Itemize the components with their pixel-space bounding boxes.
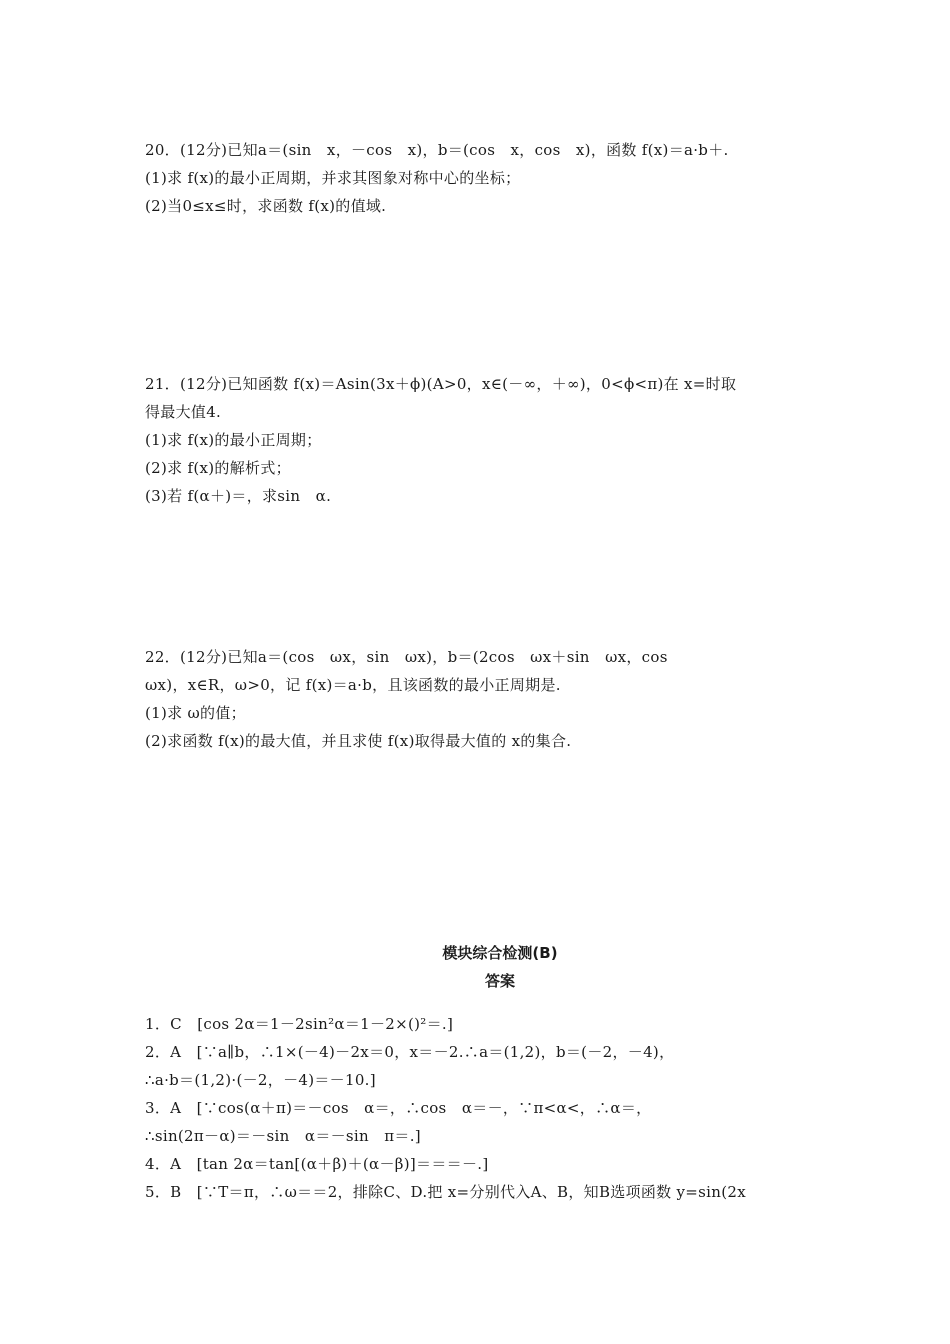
answer-line-3: ∴a·b＝(1,2)·(－2，－4)＝－10.] [145, 1071, 376, 1089]
problem-21-line-2: 得最大值4. [145, 403, 222, 421]
answer-section-subtitle: 答案 [484, 972, 515, 990]
answer-line-5: ∴sin(2π－α)＝－sin α＝－sin π＝.] [145, 1127, 421, 1145]
answer-line-4: 3．A [∵cos(α＋π)＝－cos α＝，∴cos α＝－，∵π<α<，∴α＝， [145, 1099, 652, 1117]
problem-21-line-3: (1)求 f(x)的最小正周期； [145, 431, 322, 449]
problem-20-line-1: 20．(12分)已知a＝(sin x，－cos x)，b＝(cos x，cos x)，函数 f(x)＝a·b＋. [145, 141, 729, 159]
answer-line-1: 1．C [cos 2α＝1－2sin²α＝1－2×()²＝.] [145, 1015, 454, 1033]
answer-line-7: 5．B [∵T＝π，∴ω＝＝2，排除C、D.把 x=分别代入A、B，知B选项函数 y=sin(2x [145, 1183, 746, 1201]
problem-21-line-1: 21．(12分)已知函数 f(x)＝Asin(3x＋ϕ)(A>0，x∈(－∞，＋∞)，0<ϕ<π)在 x=时取 [145, 375, 737, 393]
problem-22-line-2: ωx)，x∈R，ω>0，记 f(x)＝a·b，且该函数的最小正周期是. [145, 676, 561, 694]
problem-22-line-3: (1)求 ω的值； [145, 704, 246, 722]
problem-22-line-1: 22．(12分)已知a＝(cos ωx，sin ωx)，b＝(2cos ωx＋sin ωx，cos [145, 648, 668, 666]
answer-line-2: 2．A [∵a∥b，∴1×(－4)－2x＝0，x＝－2.∴a＝(1,2)，b＝(－2，－4)， [145, 1043, 675, 1061]
problem-21-line-4: (2)求 f(x)的解析式； [145, 459, 291, 477]
problem-20-line-3: (2)当0≤x≤时，求函数 f(x)的值域. [145, 197, 387, 215]
problem-21-line-5: (3)若 f(α＋)＝，求sin α. [145, 487, 332, 505]
problem-22-line-4: (2)求函数 f(x)的最大值，并且求使 f(x)取得最大值的 x的集合. [145, 732, 572, 750]
problem-20-line-2: (1)求 f(x)的最小正周期，并求其图象对称中心的坐标； [145, 169, 521, 187]
answer-line-6: 4．A [tan 2α＝tan[(α＋β)＋(α－β)]＝＝＝－.] [145, 1155, 489, 1173]
answer-section-title: 模块综合检测(B) [442, 944, 558, 962]
